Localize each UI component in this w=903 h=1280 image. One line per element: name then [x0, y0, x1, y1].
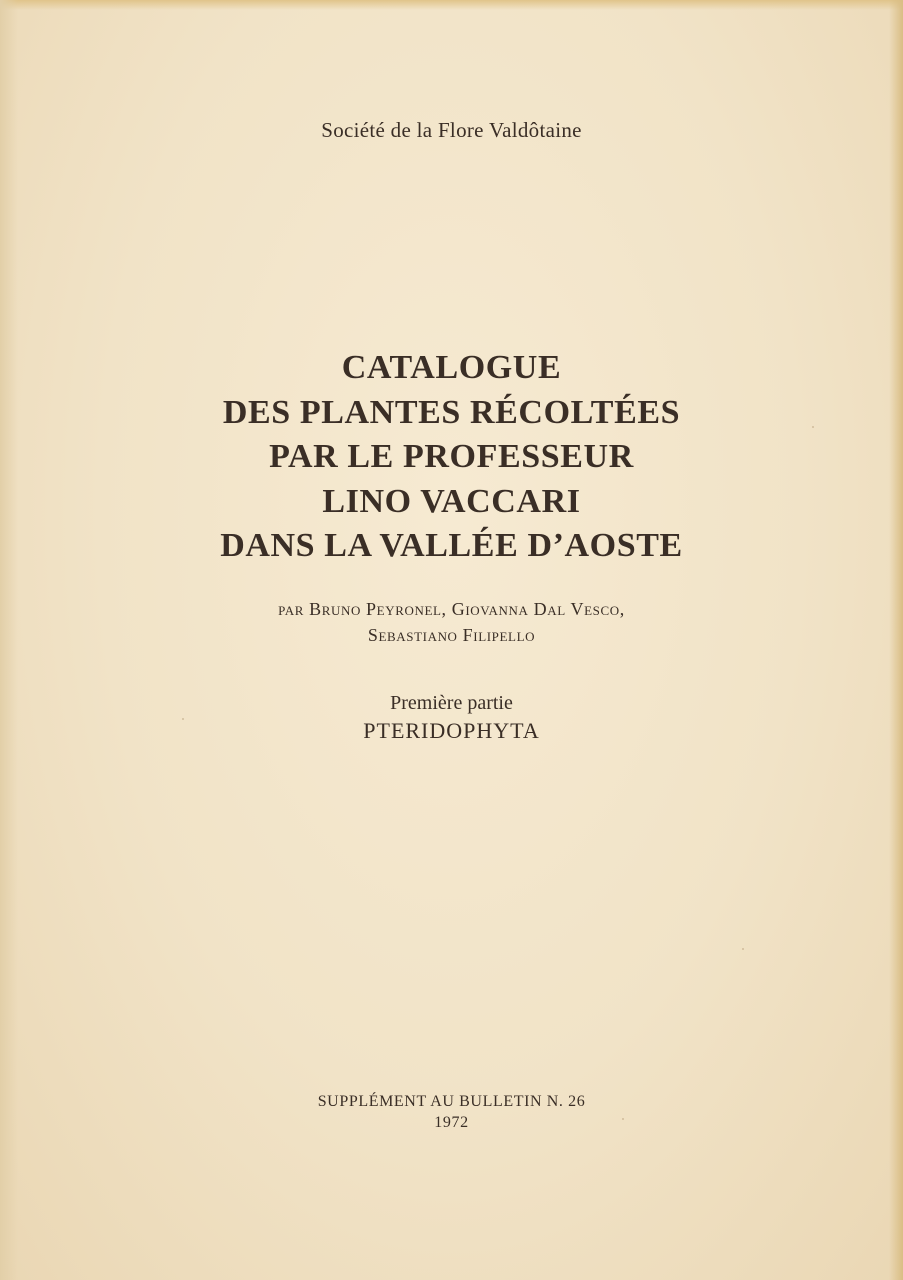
- catalogue-title: [0, 346, 903, 569]
- publisher-society: Société de la Flore Valdôtaine: [321, 118, 582, 142]
- authors-line: par Bruno Peyronel, Giovanna Dal Vesco,: [278, 599, 625, 619]
- title-line: DANS LA VALLÉE D’AOSTE: [220, 527, 683, 564]
- publication-year: 1972: [434, 1114, 469, 1131]
- supplement-block: [0, 1091, 903, 1133]
- title-line: LINO VACCARI: [322, 482, 581, 520]
- part-block: [0, 690, 903, 746]
- supplement-text: SUPPLÉMENT AU BULLETIN N. 26: [317, 1093, 586, 1110]
- title-line: DES PLANTES RÉCOLTÉES: [222, 393, 681, 431]
- authors-line: Sebastiano Filipello: [367, 625, 536, 645]
- part-name: PTERIDOPHYTA: [363, 718, 540, 743]
- title-line: PAR LE PROFESSEUR: [269, 438, 634, 475]
- paper-speck: [742, 948, 744, 950]
- authors-block: [0, 596, 903, 648]
- part-label: Première partie: [390, 692, 513, 714]
- title-line: CATALOGUE: [341, 349, 562, 386]
- paper-edge-top: [0, 0, 903, 10]
